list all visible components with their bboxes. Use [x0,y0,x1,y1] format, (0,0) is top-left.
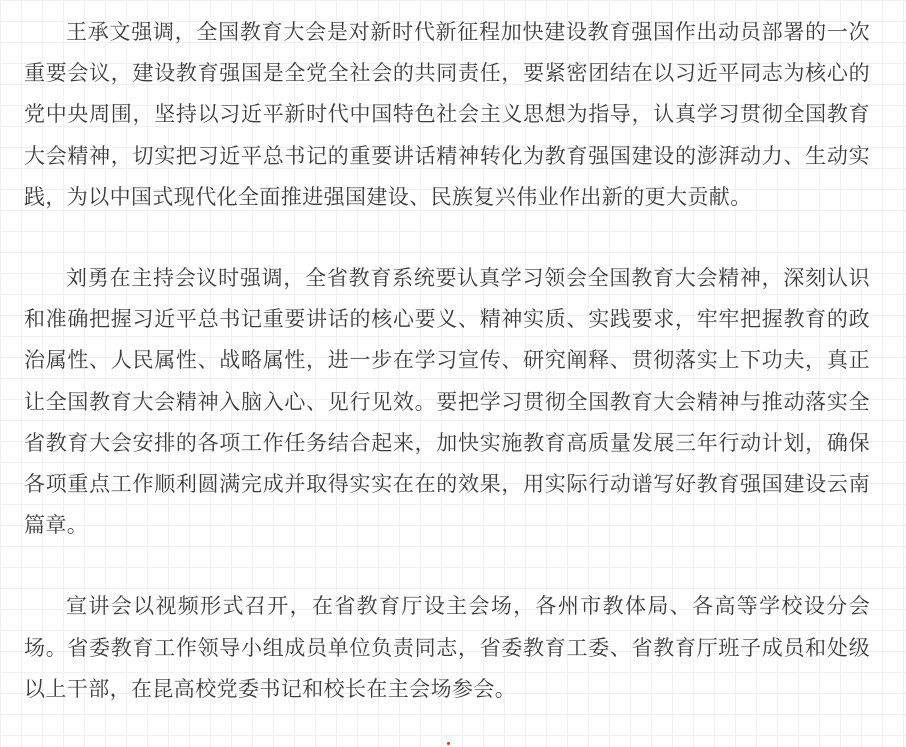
paragraph-liu-yong-remarks: 刘勇在主持会议时强调，全省教育系统要认真学习领会全国教育大会精神，深刻认识和准确把握习近平总书记重要讲话的核心要义、精神实质、实践要求，牢牢把握教育的政治属性、人民属性、战略属性，进一步在学习宣传、研究阐释、贯彻落实上下功夫，真正让全国教育大会精神入脑入心、见行见效。要把学习贯彻全国教育大会精神与推动落实全省教育大会安排的各项工作任务结合起来，加快实施教育高质量发展三年行动计划，确保各项重点工作顺利圆满完成并取得实实在在的效果，用实际行动谱写好教育强国建设云南篇章。 [24,266,870,538]
paragraph-wang-chengwen-speech: 王承文强调，全国教育大会是对新时代新征程加快建设教育强国作出动员部署的一次重要会议，建设教育强国是全党全社会的共同责任，要紧密团结在以习近平同志为核心的党中央周围，坚持以习近平新时代中国特色社会主义思想为指导，认真学习贯彻全国教育大会精神，切实把习近平总书记的重要讲话精神转化为教育强国建设的澎湃动力、生动实践，为以中国式现代化全面推进强国建设、民族复兴伟业作出新的更大贡献。 [24,20,870,209]
paragraph-meeting-format: 宣讲会以视频形式召开，在省教育厅设主会场，各州市教体局、各高等学校设分会场。省委教育工作领导小组成员单位负责同志，省委教育工委、省教育厅班子成员和处级以上干部，在昆高校党委书记和校长在主会场参会。 [24,594,870,701]
article-body [24,12,870,710]
decorative-dot [447,742,450,745]
